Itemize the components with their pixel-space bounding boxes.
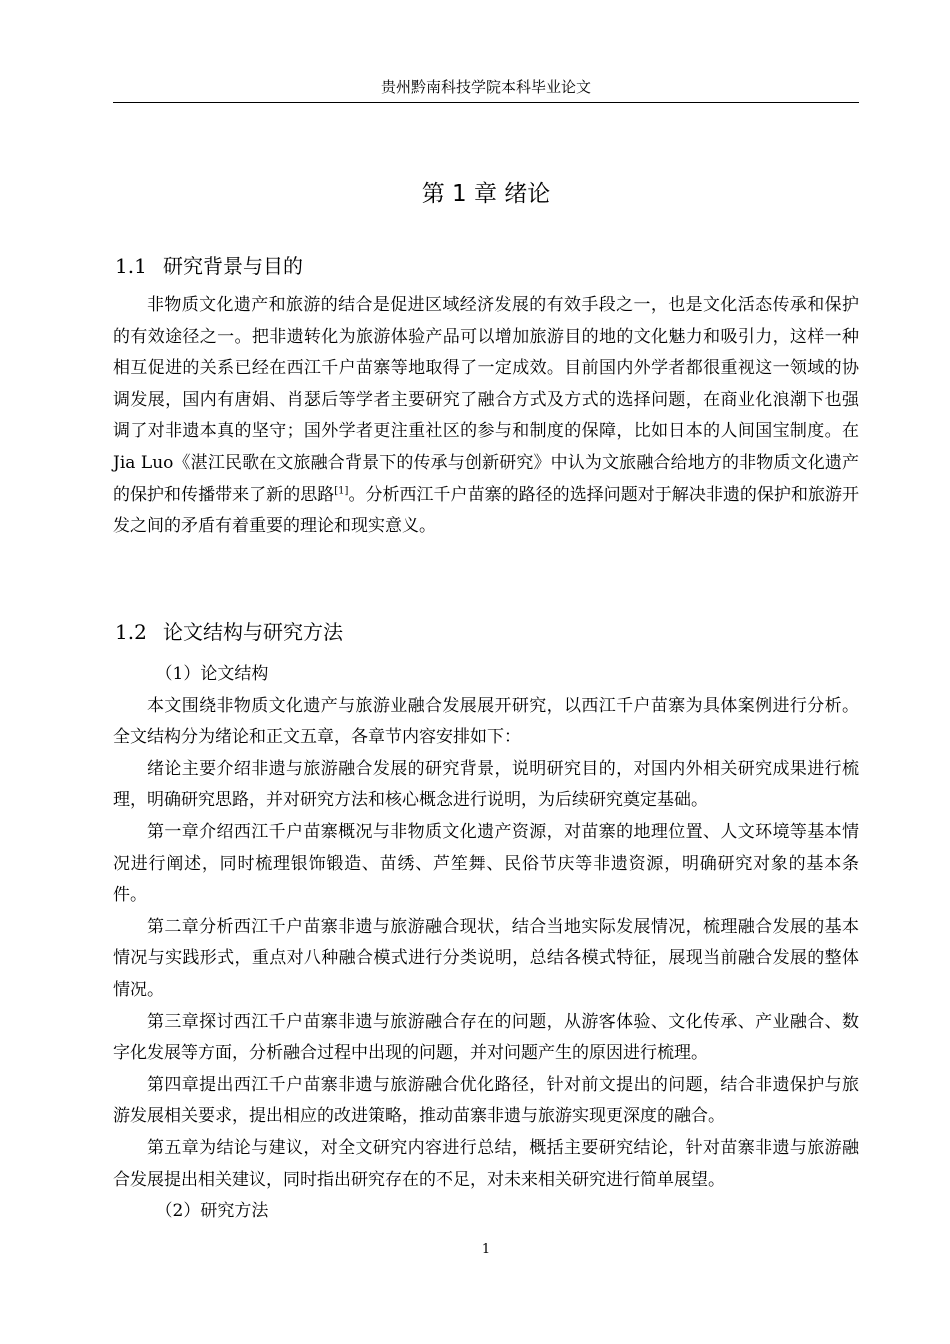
section-title: 研究背景与目的 xyxy=(163,254,303,278)
section-number: 1.1 xyxy=(115,254,147,278)
page-number: 1 xyxy=(481,1242,491,1257)
subheading-structure: （1）论文结构 xyxy=(155,664,269,684)
paragraph: 第三章探讨西江千户苗寨非遗与旅游融合存在的问题，从游客体验、文化传承、产业融合、数字化发展等方面，分析融合过程中出现的问题，并对问题产生的原因进行梳理。 xyxy=(113,1011,859,1064)
citation-ref: [1] xyxy=(334,484,349,496)
section-title: 论文结构与研究方法 xyxy=(163,620,343,644)
section-number: 1.2 xyxy=(115,620,147,644)
paragraph: 第一章介绍西江千户苗寨概况与非物质文化遗产资源，对苗寨的地理位置、人文环境等基本情况进行阐述，同时梳理银饰锻造、苗绣、芦笙舞、民俗节庆等非遗资源，明确研究对象的基本条件。 xyxy=(113,821,859,906)
paragraph: 第四章提出西江千户苗寨非遗与旅游融合优化路径，针对前文提出的问题，结合非遗保护与旅游发展相关要求，提出相应的改进策略，推动苗寨非遗与旅游实现更深度的融合。 xyxy=(113,1074,859,1127)
paragraph: 第二章分析西江千户苗寨非遗与旅游融合现状，结合当地实际发展情况，梳理融合发展的基本情况与实践形式，重点对八种融合模式进行分类说明，总结各模式特征，展现当前融合发展的整体情况。 xyxy=(113,916,859,1000)
paragraph: 绪论主要介绍非遗与旅游融合发展的研究背景，说明研究目的，对国内外相关研究成果进行梳理，明确研究思路，并对研究方法和核心概念进行说明，为后续研究奠定基础。 xyxy=(113,758,859,811)
paragraph: 本文围绕非物质文化遗产与旅游业融合发展展开研究，以西江千户苗寨为具体案例进行分析。全文结构分为绪论和正文五章，各章节内容安排如下： xyxy=(113,695,859,748)
paragraph-text: 非物质文化遗产和旅游的结合是促进区域经济发展的有效手段之一，也是文化活态传承和保护的有效途径之一。把非遗转化为旅游体验产品可以增加旅游目的地的文化魅力和吸引力，这样一种相互促进的关系已经在西江千户苗寨等地取得了一定成效。目前国内外学者都很重视这一领域的协调发展，国内有唐娟、肖瑟后等学者主要研究了融合方式及方式的选择问题，在商业化浪潮下也强调了对非遗本真的坚守；国外学者更注重社区的参与和制度的保障，比如日本的人间国宝制度。在 Jia Luo《湛江民歌在文旅融合背景下的传承与创新研究》中认为文旅融合给地方的非物质文化遗产的保护和传播带来了新的思路 xyxy=(113,295,859,505)
section-1-2-body xyxy=(113,659,859,1228)
paragraph: 第五章为结论与建议，对全文研究内容进行总结，概括主要研究结论，针对苗寨非遗与旅游融合发展提出相关建议，同时指出研究存在的不足，对未来相关研究进行简单展望。 xyxy=(113,1137,859,1190)
section-heading-1-2 xyxy=(115,616,859,648)
header-text: 贵州黔南科技学院本科毕业论文 xyxy=(380,78,591,96)
paragraph-text-tail: 。分析西江千户苗寨的路径的选择问题对于解决非遗的保护和旅游开发之间的矛盾有着重要的理论和现实意义。 xyxy=(113,484,859,537)
page-header xyxy=(113,72,859,103)
subheading-methods: （2）研究方法 xyxy=(155,1201,269,1222)
section-1-1-body xyxy=(113,290,859,543)
paragraph xyxy=(113,290,859,543)
section-heading-1-1 xyxy=(115,250,859,282)
chapter-title: 第 1 章 绪论 xyxy=(421,181,551,207)
